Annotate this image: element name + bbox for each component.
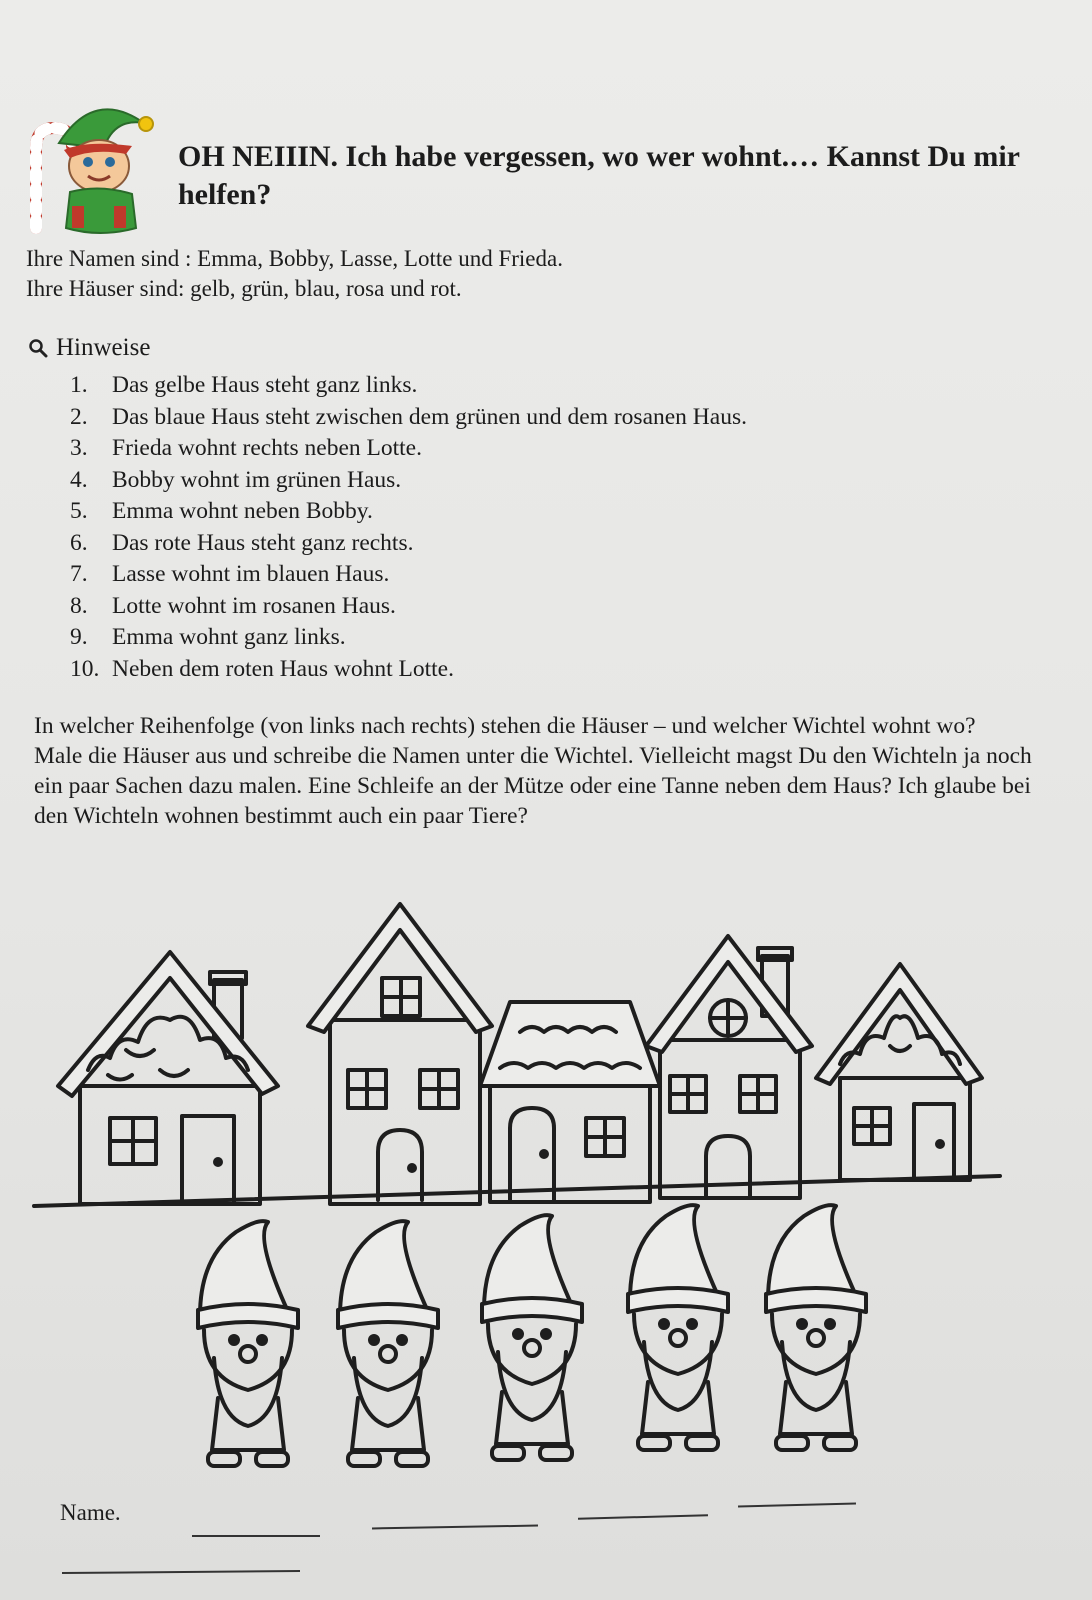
list-item <box>70 591 747 623</box>
list-item <box>70 559 747 591</box>
answer-line-1[interactable] <box>192 1535 320 1537</box>
hint-text: Das gelbe Haus steht ganz links. <box>112 372 418 398</box>
hint-number: 10. <box>70 655 100 682</box>
hint-number: 5. <box>70 498 88 524</box>
answer-line-5[interactable] <box>62 1570 300 1574</box>
house-3 <box>480 1002 660 1202</box>
hint-text: Das rote Haus steht ganz rechts. <box>112 529 414 556</box>
list-item <box>70 370 747 402</box>
hint-number: 7. <box>70 561 88 587</box>
hints-heading-label: Hinweise <box>56 334 151 361</box>
house-2 <box>308 904 492 1204</box>
hint-number: 1. <box>70 372 88 398</box>
task-drawing-instructions: Male die Häuser aus und schreibe die Namen unter die Wichtel. Vielleicht magst Du den Wichteln ja noch ein paar Sachen dazu malen. Eine Schleife an der Mütze oder eine Tanne neben dem Haus? Ich glaube bei den Wichteln wohnen bestimmt auch ein paar Tiere? <box>34 743 1032 829</box>
gnome-2 <box>338 1221 438 1466</box>
answer-label: Name. <box>60 1500 121 1525</box>
hint-text: Lasse wohnt im blauen Haus. <box>112 561 390 587</box>
answer-line-4[interactable] <box>738 1502 856 1507</box>
hint-text: Lotte wohnt im rosanen Haus. <box>112 592 396 619</box>
gnome-3 <box>482 1215 582 1460</box>
page-title: OH NEIIIN. Ich habe vergessen, wo wer wohnt.… Kannst Du mir helfen? <box>178 140 1020 211</box>
hint-number: 2. <box>70 403 88 430</box>
hint-text: Bobby wohnt im grünen Haus. <box>112 466 402 493</box>
list-item <box>70 528 747 560</box>
houses-sentence: Ihre Häuser sind: gelb, grün, blau, rosa und rot. <box>26 276 462 301</box>
list-item <box>70 465 747 497</box>
answer-line-3[interactable] <box>578 1514 708 1519</box>
elf-illustration <box>14 88 164 238</box>
hint-number: 4. <box>70 466 88 493</box>
hint-text: Emma wohnt neben Bobby. <box>112 498 373 524</box>
answer-line-2[interactable] <box>372 1525 538 1530</box>
hints-heading <box>28 334 150 362</box>
task-question: In welcher Reihenfolge (von links nach rechts) stehen die Häuser – und welcher Wichtel wohnt wo? <box>34 713 976 739</box>
hint-number: 8. <box>70 592 88 619</box>
house-5 <box>816 964 982 1180</box>
names-sentence: Ihre Namen sind : Emma, Bobby, Lasse, Lotte und Frieda. <box>26 246 563 271</box>
gnome-4 <box>628 1205 728 1450</box>
hint-text: Das blaue Haus steht zwischen dem grünen und dem rosanen Haus. <box>112 403 747 430</box>
houses-and-gnomes-drawing <box>30 900 1030 1500</box>
hints-list <box>70 370 747 685</box>
intro-block <box>26 244 563 304</box>
hint-text: Frieda wohnt rechts neben Lotte. <box>112 435 422 461</box>
gnome-1 <box>198 1221 298 1466</box>
house-1 <box>58 952 278 1204</box>
list-item <box>70 654 747 686</box>
hint-text: Neben dem roten Haus wohnt Lotte. <box>112 655 454 682</box>
task-instructions <box>34 711 1044 831</box>
list-item <box>70 402 747 434</box>
house-4 <box>646 936 812 1198</box>
gnome-5 <box>766 1205 866 1450</box>
hint-number: 9. <box>70 624 88 650</box>
hint-number: 6. <box>70 529 88 556</box>
hint-number: 3. <box>70 435 88 461</box>
list-item <box>70 496 747 528</box>
list-item <box>70 433 747 465</box>
search-icon <box>28 338 48 358</box>
list-item <box>70 622 747 654</box>
hint-text: Emma wohnt ganz links. <box>112 624 346 650</box>
